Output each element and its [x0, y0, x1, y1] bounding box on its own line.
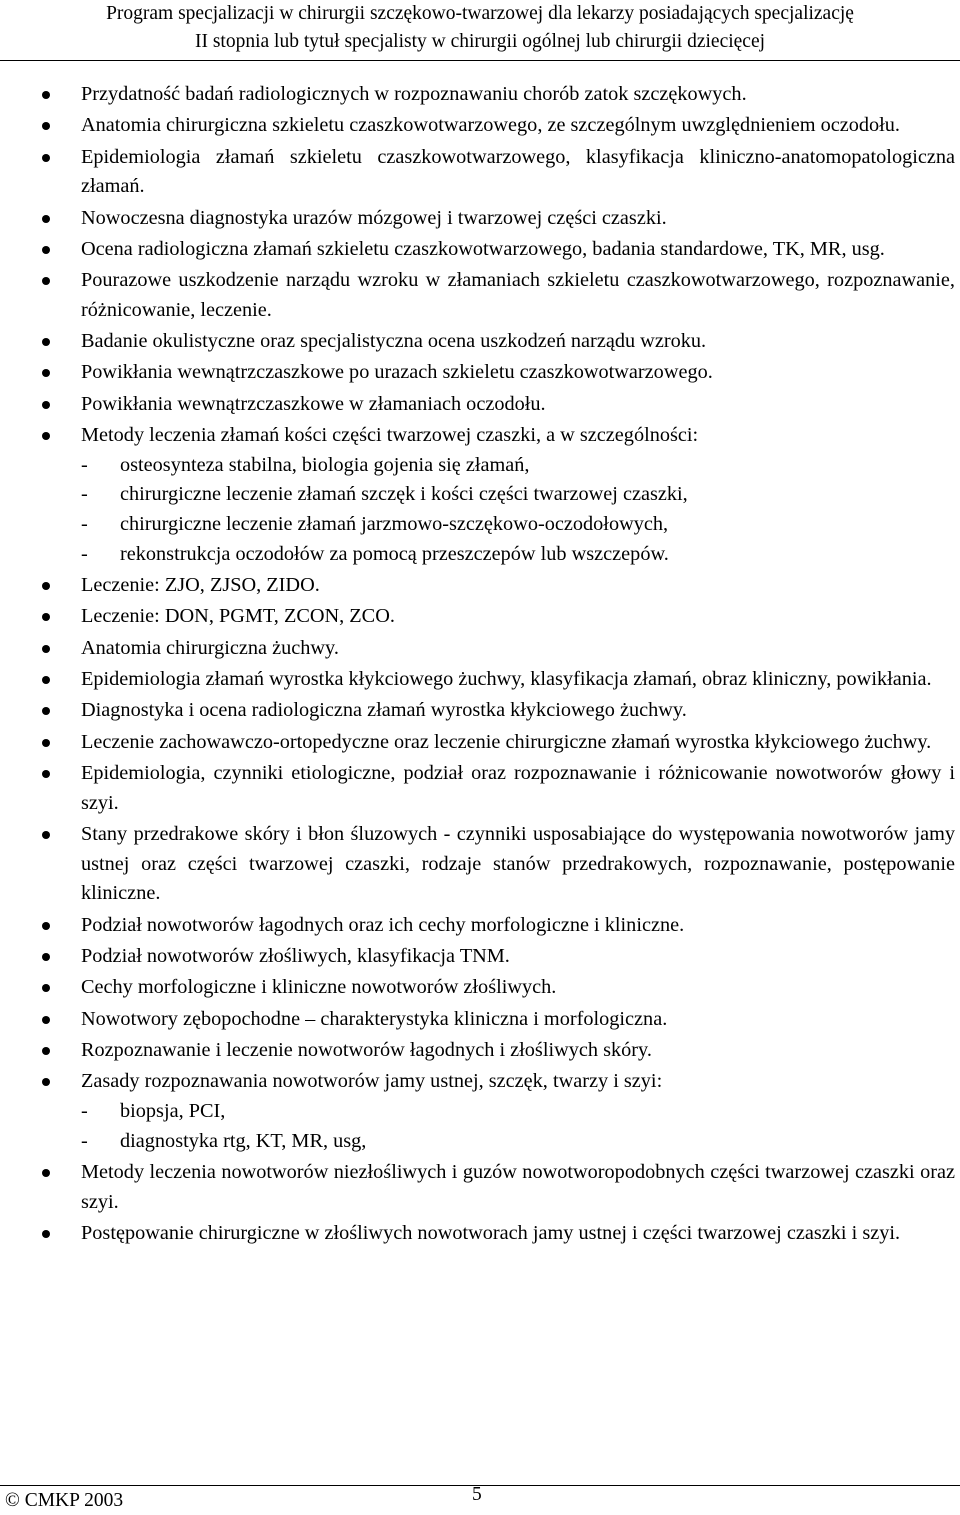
page-footer — [0, 1485, 960, 1515]
bullet-dot-icon — [42, 739, 50, 747]
list-item — [0, 728, 960, 758]
list-item — [0, 759, 960, 818]
bullet-dot-icon — [42, 246, 50, 254]
page-header — [0, 0, 960, 61]
list-item-text: Metody leczenia nowotworów niezłośliwych i guzów nowotworopodobnych części twarzowej czaszki oraz szyi. — [81, 1160, 955, 1213]
list-item — [0, 235, 960, 265]
bullet-dot-icon — [42, 582, 50, 590]
list-item — [0, 143, 960, 202]
bullet-dot-icon — [42, 613, 50, 621]
bullet-dot-icon — [42, 676, 50, 684]
list-item-text: Powikłania wewnątrzczaszkowe w złamaniach oczodołu. — [81, 392, 546, 415]
list-item-text: Ocena radiologiczna złamań szkieletu czaszkowotwarzowego, badania standardowe, TK, MR, usg. — [81, 237, 885, 260]
list-item — [0, 1036, 960, 1066]
sub-item-dash: - — [81, 542, 88, 565]
list-item-text: Pourazowe uszkodzenie narządu wzroku w złamaniach szkieletu czaszkowotwarzowego, rozpoznawanie, różnicowanie, leczenie. — [81, 269, 955, 321]
bullet-dot-icon — [42, 1078, 50, 1086]
sub-list-item — [81, 1097, 955, 1127]
bullet-dot-icon — [42, 338, 50, 346]
sub-item-text: rekonstrukcja oczodołów za pomocą przeszczepów lub wszczepów. — [120, 542, 669, 565]
list-item-text: Postępowanie chirurgiczne w złośliwych nowotworach jamy ustnej i części twarzowej czaszki i szyi. — [81, 1221, 901, 1244]
sub-list-item — [81, 540, 955, 570]
list-item-text: Nowotwory zębopochodne – charakterystyka kliniczna i morfologiczna. — [81, 1007, 668, 1030]
sub-list-item — [81, 480, 955, 510]
list-item-text: Cechy morfologiczne i kliniczne nowotworów złośliwych. — [81, 976, 557, 999]
bullet-dot-icon — [42, 369, 50, 377]
list-item — [0, 665, 960, 695]
bullet-dot-icon — [42, 154, 50, 162]
list-item-text: Anatomia chirurgiczna żuchwy. — [81, 636, 339, 659]
list-item — [0, 1067, 960, 1156]
list-item-text: Diagnostyka i ocena radiologiczna złamań wyrostka kłykciowego żuchwy. — [81, 699, 687, 722]
bullet-dot-icon — [42, 1047, 50, 1055]
list-item — [0, 111, 960, 141]
list-item-text: Leczenie: DON, PGMT, ZCON, ZCO. — [81, 605, 395, 628]
list-item-text: Epidemiologia, czynniki etiologiczne, podział oraz rozpoznawanie i różnicowanie nowotworów głowy i szyi. — [81, 761, 955, 814]
bullet-dot-icon — [42, 91, 50, 99]
list-item — [0, 266, 960, 325]
sub-item-text: osteosynteza stabilna, biologia gojenia się złamań, — [120, 453, 530, 476]
list-item-text: Epidemiologia złamań szkieletu czaszkowotwarzowego, klasyfikacja kliniczno-anatomopatologiczna złamań. — [81, 145, 955, 198]
bullet-dot-icon — [42, 1230, 50, 1238]
sub-item-dash: - — [81, 453, 88, 476]
list-item — [0, 421, 960, 570]
list-item — [0, 327, 960, 357]
sub-item-text: chirurgiczne leczenie złamań szczęk i kości części twarzowej czaszki, — [120, 483, 688, 506]
page-number: 5 — [472, 1484, 482, 1505]
sub-list-item — [81, 1127, 955, 1157]
list-item-text: Metody leczenia złamań kości części twarzowej czaszki, a w szczególności: — [81, 424, 699, 447]
sub-item-dash: - — [81, 1129, 88, 1152]
sub-list-item — [81, 451, 955, 481]
list-item-text: Leczenie zachowawczo-ortopedyczne oraz leczenie chirurgiczne złamań wyrostka kłykciowego żuchwy. — [81, 730, 932, 753]
list-item — [0, 390, 960, 420]
bullet-list — [0, 80, 960, 1249]
bullet-dot-icon — [42, 122, 50, 130]
list-item — [0, 1158, 960, 1217]
list-item-text: Leczenie: ZJO, ZJSO, ZIDO. — [81, 574, 320, 597]
list-item-text: Anatomia chirurgiczna szkieletu czaszkowotwarzowego, ze szczególnym uwzględnieniem oczodołu. — [81, 114, 901, 137]
bullet-dot-icon — [42, 770, 50, 778]
sub-item-text: biopsja, PCI, — [120, 1099, 226, 1122]
bullet-dot-icon — [42, 645, 50, 653]
sub-list — [81, 1097, 955, 1156]
list-item — [0, 942, 960, 972]
bullet-dot-icon — [42, 432, 50, 440]
header-line-1: Program specjalizacji w chirurgii szczękowo-twarzowej dla lekarzy posiadających specjalizację — [106, 3, 854, 24]
bullet-dot-icon — [42, 1169, 50, 1177]
header-line-2: II stopnia lub tytuł specjalisty w chirurgii ogólnej lub chirurgii dziecięcej — [194, 31, 766, 52]
list-item-text: Podział nowotworów złośliwych, klasyfikacja TNM. — [81, 944, 510, 967]
list-item — [0, 820, 960, 909]
sub-item-text: diagnostyka rtg, KT, MR, usg, — [120, 1129, 367, 1152]
sub-item-dash: - — [81, 483, 88, 506]
list-item-text: Nowoczesna diagnostyka urazów mózgowej i twarzowej części czaszki. — [81, 206, 667, 229]
bullet-dot-icon — [42, 401, 50, 409]
list-item — [0, 602, 960, 632]
list-item — [0, 571, 960, 601]
sub-item-text: chirurgiczne leczenie złamań jarzmowo-szczękowo-oczodołowych, — [120, 513, 669, 536]
list-item — [0, 1005, 960, 1035]
list-item-text: Przydatność badań radiologicznych w rozpoznawaniu chorób zatok szczękowych. — [81, 83, 747, 105]
list-item-text: Podział nowotworów łagodnych oraz ich cechy morfologiczne i kliniczne. — [81, 913, 685, 936]
sub-list — [81, 451, 955, 570]
list-item-text: Zasady rozpoznawania nowotworów jamy ustnej, szczęk, twarzy i szyi: — [81, 1070, 663, 1093]
sub-list-item — [81, 510, 955, 540]
list-item — [0, 696, 960, 726]
sub-item-dash: - — [81, 1099, 88, 1122]
bullet-dot-icon — [42, 831, 50, 839]
list-item — [0, 358, 960, 388]
bullet-dot-icon — [42, 707, 50, 715]
bullet-dot-icon — [42, 953, 50, 961]
sub-item-dash: - — [81, 513, 88, 536]
list-item-text: Powikłania wewnątrzczaszkowe po urazach szkieletu czaszkowotwarzowego. — [81, 361, 713, 384]
list-item — [0, 80, 960, 110]
footer-copyright: © CMKP 2003 — [5, 1490, 124, 1511]
list-item — [0, 204, 960, 234]
bullet-dot-icon — [42, 215, 50, 223]
bullet-dot-icon — [42, 277, 50, 285]
bullet-dot-icon — [42, 922, 50, 930]
list-item-text: Stany przedrakowe skóry i błon śluzowych - czynniki usposabiające do występowania nowotworów jamy ustnej oraz części twarzowej czaszki, rodzaje stanów przedrakowych, rozpoznawanie, postępowanie kliniczne. — [81, 822, 955, 905]
list-item — [0, 973, 960, 1003]
list-item — [0, 634, 960, 664]
list-item-text: Epidemiologia złamań wyrostka kłykciowego żuchwy, klasyfikacja złamań, obraz kliniczny, powikłania. — [81, 668, 932, 691]
list-item-text: Badanie okulistyczne oraz specjalistyczna ocena uszkodzeń narządu wzroku. — [81, 330, 707, 353]
bullet-dot-icon — [42, 1016, 50, 1024]
list-item-text: Rozpoznawanie i leczenie nowotworów łagodnych i złośliwych skóry. — [81, 1038, 652, 1061]
document-body — [0, 80, 960, 1250]
list-item — [0, 1219, 960, 1249]
list-item — [0, 911, 960, 941]
bullet-dot-icon — [42, 984, 50, 992]
